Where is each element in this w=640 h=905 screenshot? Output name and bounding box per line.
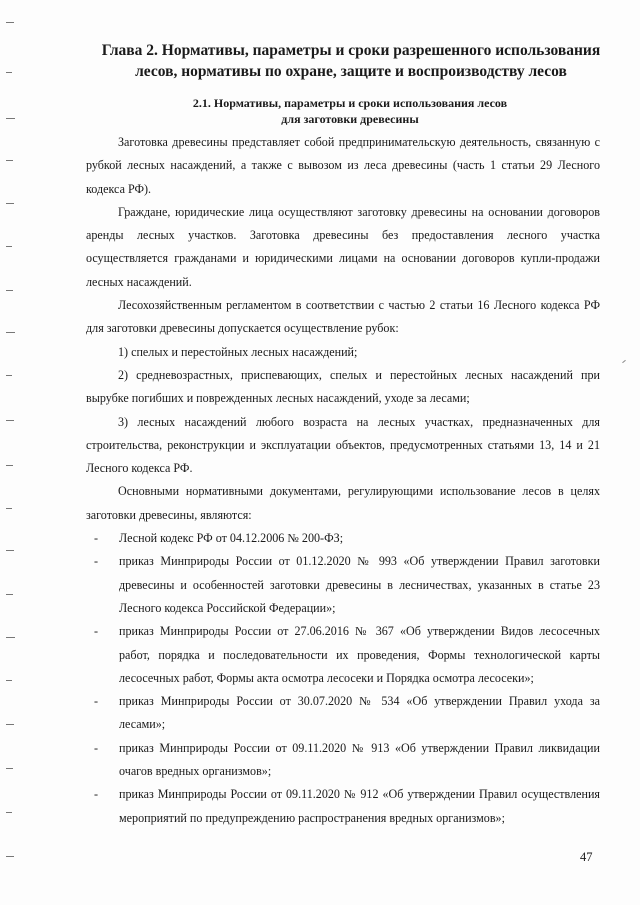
list-item [86,527,600,550]
chapter-title-line-2: лесов, нормативы по охране, защите и воспроизводству лесов [135,63,567,80]
chapter-title-line-1: Глава 2. Нормативы, параметры и сроки разрешенного использования [101,42,601,59]
list-item [86,783,600,830]
list-bullet: - [94,694,99,709]
list-item [86,620,600,690]
list-item-text: приказ Минприроды России от 01.12.2020 № 993 «Об утверждении Правил заготовки древесины и особенностей заготовки древесины в лесничествах, указанных в статье 23 Лесного кодекса Российской Федерации»; [119,554,600,615]
list-bullet: - [94,554,99,569]
chapter-title [86,40,616,82]
normative-documents-list [86,527,600,830]
page-number: 47 [580,850,593,864]
scan-mark [622,360,626,363]
list-item-text: приказ Минприроды России от 27.06.2016 № 367 «Об утверждении Видов лесосечных работ, порядка и последовательности их проведения, Формы технологической карты лесосечных работ, Формы акта осмотра лесосеки и Порядка осмотра лесосеки»; [119,624,600,685]
body-text [86,131,600,830]
list-item-text: приказ Минприроды России от 09.11.2020 № 912 «Об утверждении Правил осуществления мероприятий по предупреждению распространения вредных организмов»; [119,787,600,825]
paragraph-cutting-type-3: 3) лесных насаждений любого возраста на лесных участках, предназначенных для строительства, реконструкции и эксплуатации объектов, предусмотренных статьями 13, 14 и 21 Лесного кодекса РФ. [86,414,600,476]
list-bullet: - [94,624,99,639]
section-title [120,95,580,127]
list-bullet: - [94,740,99,755]
list-bullet: - [94,787,99,802]
list-item [86,690,600,737]
section-title-line-2: для заготовки древесины [281,112,419,126]
scan-margin-artifacts [6,0,20,905]
paragraph-harvesting-definition: Заготовка древесины представляет собой предпринимательскую деятельность, связанную с рубкой лесных насаждений, а также с вывозом из леса древесины (часть 1 статьи 29 Лесного кодекса РФ). [86,135,600,196]
paragraph-harvesting-parties: Граждане, юридические лица осуществляют заготовку древесины на основании договоров аренды лесных участков. Заготовка древесины без предоставления лесного участка осуществляется гражданами и юридическими лицами на основании договоров купли-продажи лесных насаждений. [86,204,600,289]
list-item-text: Лесной кодекс РФ от 04.12.2006 № 200-ФЗ; [119,531,344,546]
list-item [86,737,600,784]
list-bullet: - [94,531,99,546]
paragraph-cutting-type-2: 2) средневозрастных, приспевающих, спелых и перестойных лесных насаждений при вырубке погибших и поврежденных лесных насаждений, уходе за лесами; [86,367,600,406]
paragraph-regulation-cuttings: Лесохозяйственным регламентом в соответствии с частью 2 статьи 16 Лесного кодекса РФ для заготовки древесины допускается осуществление рубок: [86,298,600,336]
list-item-text: приказ Минприроды России от 30.07.2020 № 534 «Об утверждении Правил ухода за лесами»; [119,694,600,732]
list-item-text: приказ Минприроды России от 09.11.2020 № 913 «Об утверждении Правил ликвидации очагов вредных организмов»; [119,740,600,779]
list-item [86,550,600,620]
section-title-line-1: 2.1. Нормативы, параметры и сроки использования лесов [192,96,508,110]
paragraph-cutting-type-1: 1) спелых и перестойных лесных насаждений; [118,344,358,359]
paragraph-main-documents: Основными нормативными документами, регулирующими использование лесов в целях заготовки древесины, являются: [86,484,600,522]
